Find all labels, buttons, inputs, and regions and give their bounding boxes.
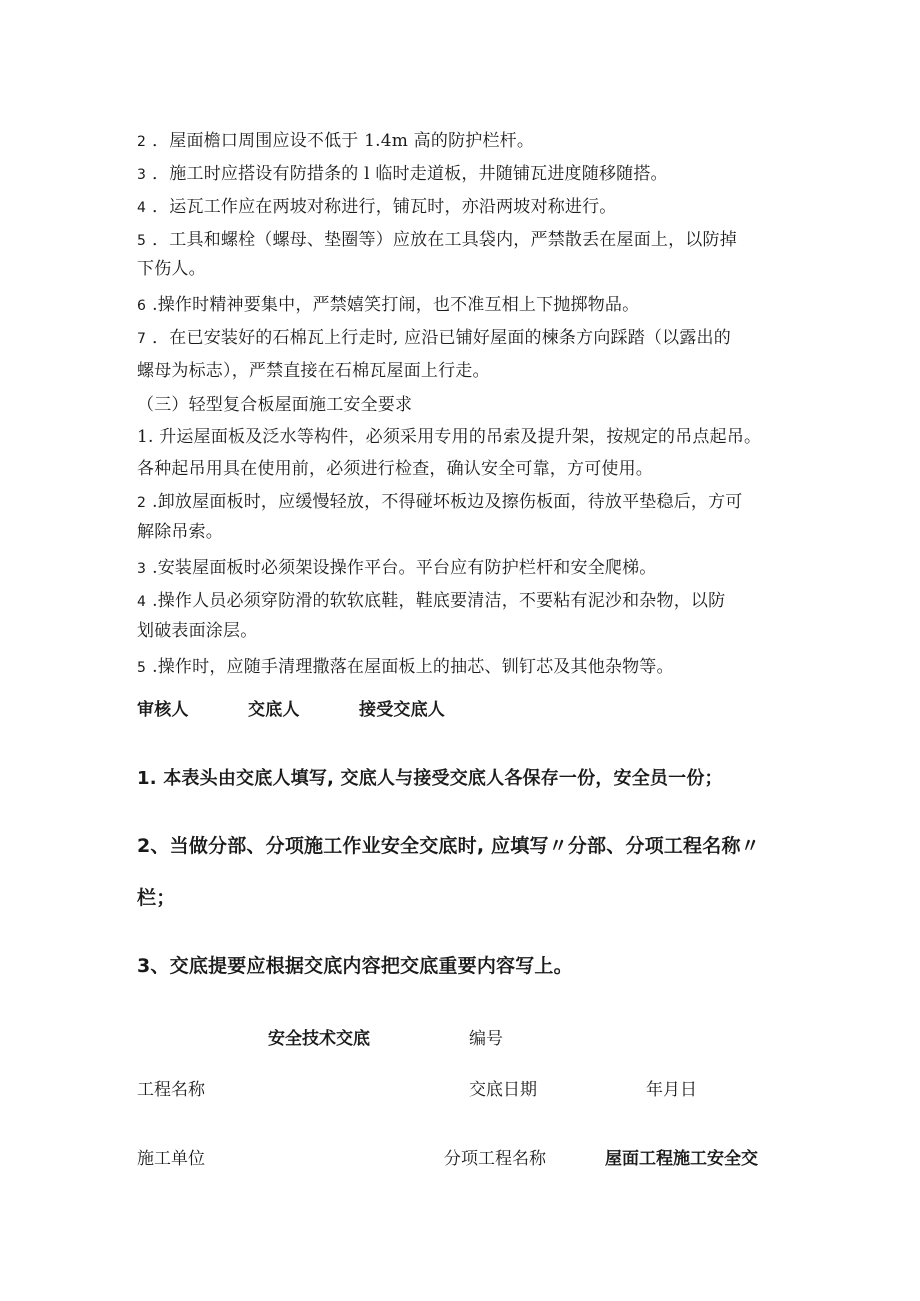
- item-text: 螺母为标志），严禁直接在石棉瓦屋面上行走。: [137, 361, 490, 381]
- body-line: [137, 590, 725, 613]
- receiver-label: 接受交底人: [359, 700, 445, 720]
- item-number: 3: [137, 167, 147, 183]
- note-2: 2、当做分部、分项施工作业安全交底时, 应填写〃分部、分项工程名称〃: [137, 835, 760, 857]
- reviewer-label: 审核人: [137, 700, 189, 720]
- date-label: 交底日期: [469, 1080, 537, 1100]
- item-text: 下伤人。: [137, 259, 206, 279]
- item-text: .操作时，应随手清理撒落在屋面板上的抽芯、钏钉芯及其他杂物等。: [152, 657, 674, 677]
- note-3: 3、交底提要应根据交底内容把交底重要内容写上。: [137, 955, 573, 977]
- item-number: 3: [137, 561, 147, 577]
- item-text: ．在已安装好的石棉瓦上行走时, 应沿已铺好屋面的楝条方向踩踏（以露出的: [152, 328, 731, 348]
- discloser-label: 交底人: [248, 700, 300, 720]
- project-name-label: 工程名称: [137, 1080, 205, 1100]
- body-line: [137, 426, 761, 448]
- item-text: ．施工时应搭设有防措条的 l 临时走道板，井随铺瓦进度随移随搭。: [152, 164, 668, 184]
- item-text: 各种起吊用具在使用前，必须进行检查，确认安全可靠，方可使用。: [137, 459, 653, 479]
- date-value: 年月日: [646, 1080, 697, 1100]
- item-text: ．工具和螺栓（螺母、垫圈等）应放在工具袋内，严禁散丢在屋面上，以防掉: [152, 230, 737, 250]
- item-number: 4: [137, 594, 147, 610]
- body-line: [137, 521, 223, 543]
- body-line: [137, 557, 657, 580]
- body-line: [137, 656, 674, 679]
- item-number: 4: [137, 200, 147, 216]
- item-text: .安装屋面板时必须架设操作平台。平台应有防护栏杆和安全爬梯。: [152, 558, 657, 578]
- form-title: 安全技术交底: [268, 1029, 370, 1049]
- item-text: 解除吊索。: [137, 522, 223, 542]
- body-line: [137, 360, 490, 382]
- item-number: 6: [137, 298, 147, 314]
- body-line: [137, 294, 639, 317]
- body-line: [137, 229, 737, 252]
- body-line: [137, 258, 206, 280]
- note-1: 1. 本表头由交底人填写, 交底人与接受交底人各保存一份，安全员一份；: [137, 768, 723, 789]
- body-line: [137, 130, 534, 153]
- item-number: 5: [137, 660, 147, 676]
- body-line: [137, 327, 731, 350]
- body-line: [137, 620, 257, 642]
- item-text: （三）轻型复合板屋面施工安全要求: [137, 395, 413, 415]
- item-text: ．运瓦工作应在两坡对称进行，铺瓦时，亦沿两坡对称进行。: [152, 197, 617, 217]
- body-line: [137, 394, 412, 416]
- number-label: 编号: [469, 1029, 503, 1049]
- item-text: 划破表面涂层。: [137, 621, 258, 641]
- subproject-value: 屋面工程施工安全交: [605, 1149, 758, 1169]
- item-text: .操作人员必须穿防滑的软软底鞋，鞋底要清洁，不要粘有泥沙和杂物，以防: [152, 591, 726, 611]
- subproject-label: 分项工程名称: [444, 1149, 546, 1169]
- item-number: 7: [137, 331, 147, 347]
- signature-row: [137, 699, 537, 721]
- item-text: .卸放屋面板时，应缓慢轻放，不得碰坏板边及擦伤板面，待放平垫稳后，方可: [152, 492, 743, 512]
- item-text: 1. 升运屋面板及泛水等构件，必须采用专用的吊索及提升架，按规定的吊点起吊。: [137, 427, 762, 447]
- item-number: 2: [137, 134, 147, 150]
- body-line: [137, 196, 617, 219]
- body-line: [137, 163, 668, 186]
- item-number: 5: [137, 233, 147, 249]
- item-text: ．屋面檐口周围应设不低于 1.4m 高的防护栏杆。: [152, 131, 535, 151]
- item-text: .操作时精神要集中，严禁嬉笑打闹，也不准互相上下抛掷物品。: [152, 295, 640, 315]
- body-line: [137, 491, 743, 514]
- unit-label: 施工单位: [137, 1149, 205, 1169]
- note-2-cont: 栏；: [137, 887, 176, 909]
- item-number: 2: [137, 495, 147, 511]
- body-line: [137, 458, 653, 480]
